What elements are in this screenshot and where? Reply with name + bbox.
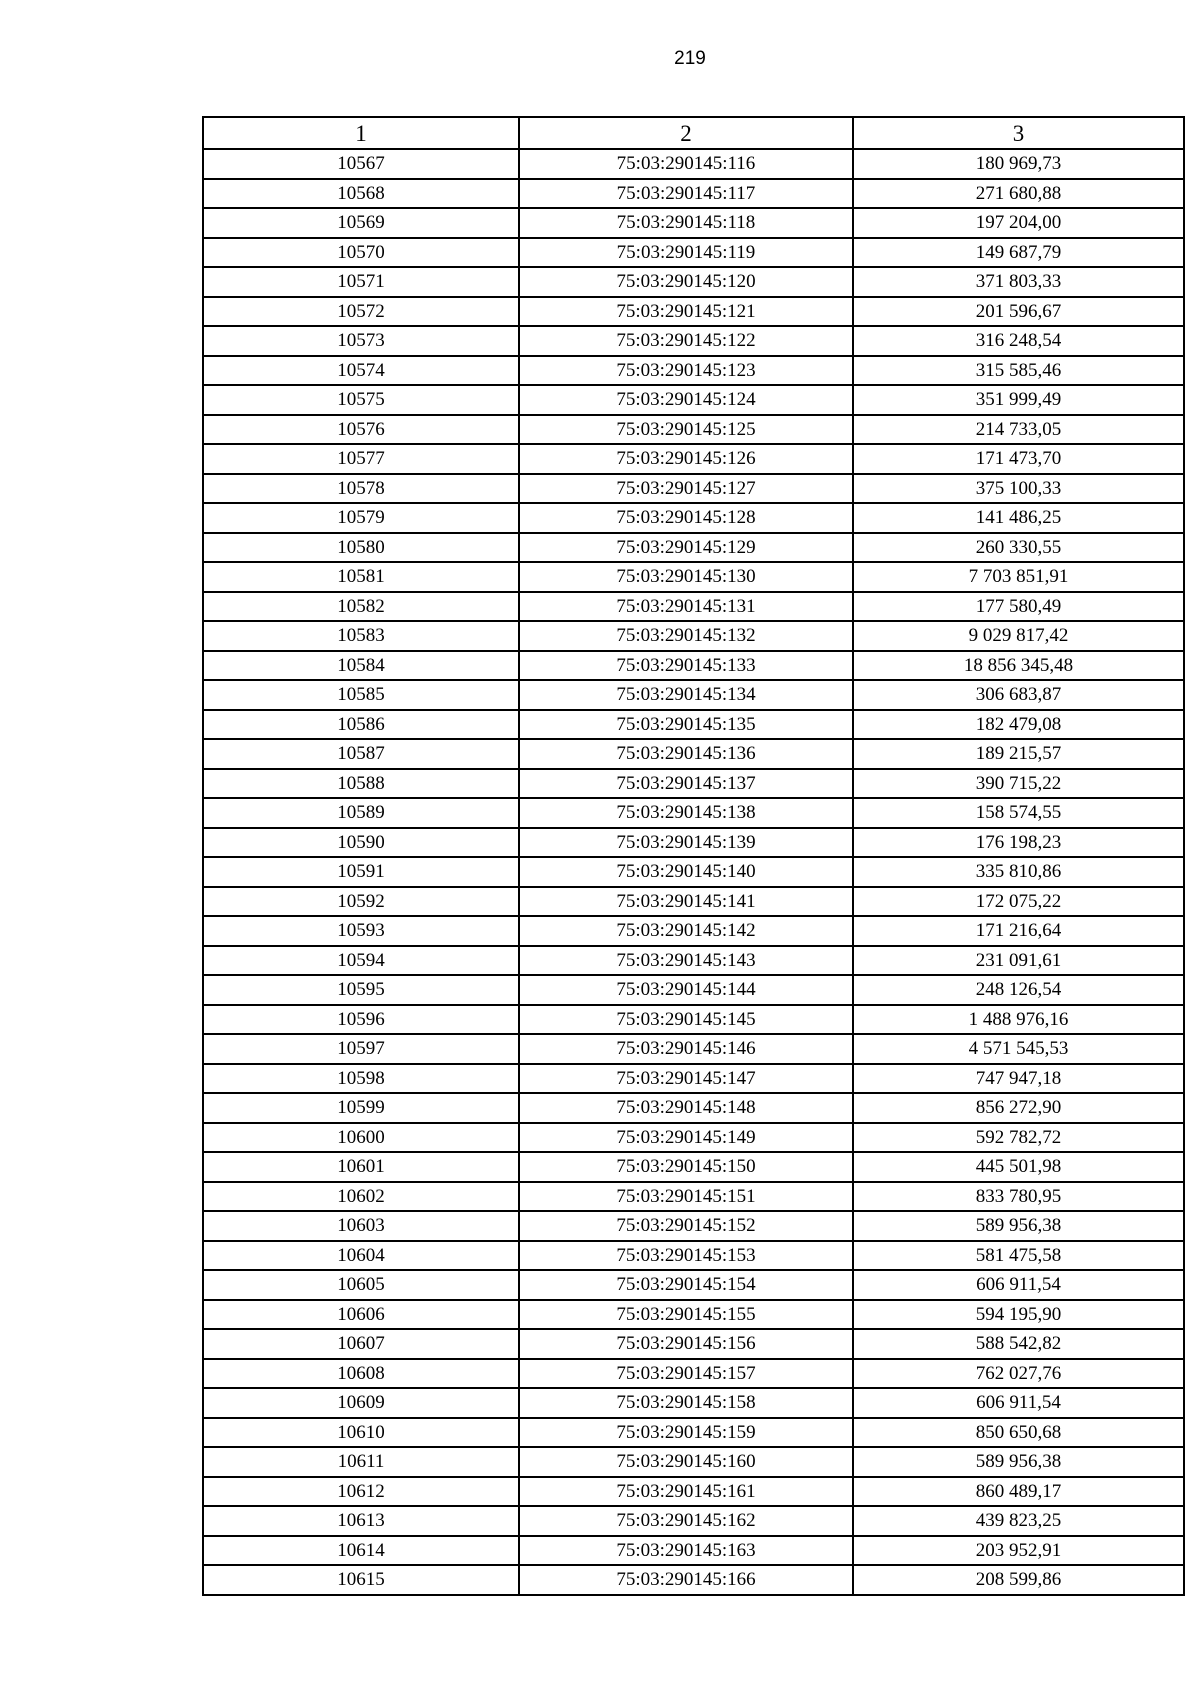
row-number-cell: 10588 — [203, 769, 519, 799]
value-cell: 182 479,08 — [853, 710, 1184, 740]
cadastral-number-cell: 75:03:290145:153 — [519, 1241, 853, 1271]
cadastral-number-cell: 75:03:290145:157 — [519, 1359, 853, 1389]
cadastral-number-cell: 75:03:290145:137 — [519, 769, 853, 799]
table-row — [203, 680, 1184, 710]
cadastral-number-cell: 75:03:290145:143 — [519, 946, 853, 976]
table-row — [203, 1477, 1184, 1507]
value-cell: 306 683,87 — [853, 680, 1184, 710]
table-row — [203, 592, 1184, 622]
cadastral-number-cell: 75:03:290145:149 — [519, 1123, 853, 1153]
value-cell: 335 810,86 — [853, 857, 1184, 887]
row-number-cell: 10578 — [203, 474, 519, 504]
cadastral-number-cell: 75:03:290145:160 — [519, 1447, 853, 1477]
value-cell: 850 650,68 — [853, 1418, 1184, 1448]
value-cell: 390 715,22 — [853, 769, 1184, 799]
row-number-cell: 10592 — [203, 887, 519, 917]
table-row — [203, 415, 1184, 445]
value-cell: 176 198,23 — [853, 828, 1184, 858]
value-cell: 592 782,72 — [853, 1123, 1184, 1153]
cadastral-number-cell: 75:03:290145:138 — [519, 798, 853, 828]
row-number-cell: 10596 — [203, 1005, 519, 1035]
cadastral-number-cell: 75:03:290145:150 — [519, 1152, 853, 1182]
value-cell: 747 947,18 — [853, 1064, 1184, 1094]
table-row — [203, 1034, 1184, 1064]
cadastral-number-cell: 75:03:290145:124 — [519, 385, 853, 415]
row-number-cell: 10597 — [203, 1034, 519, 1064]
table-row — [203, 1565, 1184, 1595]
row-number-cell: 10577 — [203, 444, 519, 474]
row-number-cell: 10573 — [203, 326, 519, 356]
table-row — [203, 533, 1184, 563]
table-row — [203, 857, 1184, 887]
cadastral-number-cell: 75:03:290145:131 — [519, 592, 853, 622]
value-cell: 141 486,25 — [853, 503, 1184, 533]
value-cell: 351 999,49 — [853, 385, 1184, 415]
cadastral-number-cell: 75:03:290145:155 — [519, 1300, 853, 1330]
cadastral-number-cell: 75:03:290145:156 — [519, 1329, 853, 1359]
value-cell: 180 969,73 — [853, 149, 1184, 179]
cadastral-number-cell: 75:03:290145:142 — [519, 916, 853, 946]
value-cell: 197 204,00 — [853, 208, 1184, 238]
row-number-cell: 10604 — [203, 1241, 519, 1271]
cadastral-number-cell: 75:03:290145:158 — [519, 1388, 853, 1418]
value-cell: 9 029 817,42 — [853, 621, 1184, 651]
row-number-cell: 10612 — [203, 1477, 519, 1507]
row-number-cell: 10584 — [203, 651, 519, 681]
row-number-cell: 10580 — [203, 533, 519, 563]
value-cell: 589 956,38 — [853, 1447, 1184, 1477]
row-number-cell: 10613 — [203, 1506, 519, 1536]
cadastral-number-cell: 75:03:290145:134 — [519, 680, 853, 710]
value-cell: 445 501,98 — [853, 1152, 1184, 1182]
cadastral-number-cell: 75:03:290145:125 — [519, 415, 853, 445]
row-number-cell: 10602 — [203, 1182, 519, 1212]
value-cell: 315 585,46 — [853, 356, 1184, 386]
value-cell: 7 703 851,91 — [853, 562, 1184, 592]
table-row — [203, 946, 1184, 976]
table-row — [203, 444, 1184, 474]
table-row — [203, 1300, 1184, 1330]
cadastral-number-cell: 75:03:290145:162 — [519, 1506, 853, 1536]
cadastral-number-cell: 75:03:290145:140 — [519, 857, 853, 887]
cadastral-number-cell: 75:03:290145:154 — [519, 1270, 853, 1300]
value-cell: 856 272,90 — [853, 1093, 1184, 1123]
column-header-2: 2 — [519, 117, 853, 149]
value-cell: 18 856 345,48 — [853, 651, 1184, 681]
table-row — [203, 385, 1184, 415]
table-body — [203, 149, 1184, 1595]
cadastral-number-cell: 75:03:290145:166 — [519, 1565, 853, 1595]
row-number-cell: 10607 — [203, 1329, 519, 1359]
value-cell: 149 687,79 — [853, 238, 1184, 268]
row-number-cell: 10581 — [203, 562, 519, 592]
table-row — [203, 828, 1184, 858]
row-number-cell: 10601 — [203, 1152, 519, 1182]
table-row — [203, 474, 1184, 504]
value-cell: 589 956,38 — [853, 1211, 1184, 1241]
column-header-1: 1 — [203, 117, 519, 149]
cadastral-number-cell: 75:03:290145:161 — [519, 1477, 853, 1507]
value-cell: 271 680,88 — [853, 179, 1184, 209]
column-header-3: 3 — [853, 117, 1184, 149]
cadastral-number-cell: 75:03:290145:123 — [519, 356, 853, 386]
cadastral-number-cell: 75:03:290145:136 — [519, 739, 853, 769]
value-cell: 4 571 545,53 — [853, 1034, 1184, 1064]
table-row — [203, 267, 1184, 297]
table-row — [203, 326, 1184, 356]
value-cell: 371 803,33 — [853, 267, 1184, 297]
table-row — [203, 769, 1184, 799]
cadastral-number-cell: 75:03:290145:128 — [519, 503, 853, 533]
table-row — [203, 621, 1184, 651]
value-cell: 594 195,90 — [853, 1300, 1184, 1330]
cadastral-number-cell: 75:03:290145:116 — [519, 149, 853, 179]
cadastral-number-cell: 75:03:290145:148 — [519, 1093, 853, 1123]
table-row — [203, 1005, 1184, 1035]
value-cell: 214 733,05 — [853, 415, 1184, 445]
cadastral-number-cell: 75:03:290145:129 — [519, 533, 853, 563]
value-cell: 171 473,70 — [853, 444, 1184, 474]
table-row — [203, 1270, 1184, 1300]
row-number-cell: 10572 — [203, 297, 519, 327]
row-number-cell: 10587 — [203, 739, 519, 769]
cadastral-number-cell: 75:03:290145:151 — [519, 1182, 853, 1212]
table-row — [203, 651, 1184, 681]
cadastral-number-cell: 75:03:290145:119 — [519, 238, 853, 268]
value-cell: 762 027,76 — [853, 1359, 1184, 1389]
row-number-cell: 10605 — [203, 1270, 519, 1300]
cadastral-number-cell: 75:03:290145:141 — [519, 887, 853, 917]
row-number-cell: 10608 — [203, 1359, 519, 1389]
row-number-cell: 10576 — [203, 415, 519, 445]
row-number-cell: 10590 — [203, 828, 519, 858]
table-row — [203, 798, 1184, 828]
table-row — [203, 1064, 1184, 1094]
cadastral-number-cell: 75:03:290145:163 — [519, 1536, 853, 1566]
value-cell: 189 215,57 — [853, 739, 1184, 769]
table-row — [203, 238, 1184, 268]
table-header-row — [203, 117, 1184, 149]
cadastral-number-cell: 75:03:290145:145 — [519, 1005, 853, 1035]
table-row — [203, 1241, 1184, 1271]
table-row — [203, 356, 1184, 386]
value-cell: 172 075,22 — [853, 887, 1184, 917]
table-row — [203, 1418, 1184, 1448]
row-number-cell: 10595 — [203, 975, 519, 1005]
data-table — [202, 116, 1185, 1596]
row-number-cell: 10614 — [203, 1536, 519, 1566]
table-row — [203, 975, 1184, 1005]
table-row — [203, 562, 1184, 592]
row-number-cell: 10599 — [203, 1093, 519, 1123]
row-number-cell: 10583 — [203, 621, 519, 651]
cadastral-number-cell: 75:03:290145:118 — [519, 208, 853, 238]
value-cell: 439 823,25 — [853, 1506, 1184, 1536]
value-cell: 860 489,17 — [853, 1477, 1184, 1507]
row-number-cell: 10568 — [203, 179, 519, 209]
cadastral-number-cell: 75:03:290145:147 — [519, 1064, 853, 1094]
table-row — [203, 1329, 1184, 1359]
row-number-cell: 10600 — [203, 1123, 519, 1153]
value-cell: 201 596,67 — [853, 297, 1184, 327]
table-row — [203, 179, 1184, 209]
table-row — [203, 739, 1184, 769]
table-row — [203, 1182, 1184, 1212]
cadastral-number-cell: 75:03:290145:120 — [519, 267, 853, 297]
cadastral-number-cell: 75:03:290145:132 — [519, 621, 853, 651]
value-cell: 248 126,54 — [853, 975, 1184, 1005]
row-number-cell: 10591 — [203, 857, 519, 887]
table-row — [203, 208, 1184, 238]
row-number-cell: 10598 — [203, 1064, 519, 1094]
value-cell: 1 488 976,16 — [853, 1005, 1184, 1035]
row-number-cell: 10575 — [203, 385, 519, 415]
table-row — [203, 1359, 1184, 1389]
page-number: 219 — [674, 48, 706, 69]
table-row — [203, 1152, 1184, 1182]
table-row — [203, 1506, 1184, 1536]
value-cell: 171 216,64 — [853, 916, 1184, 946]
row-number-cell: 10603 — [203, 1211, 519, 1241]
value-cell: 231 091,61 — [853, 946, 1184, 976]
table-row — [203, 887, 1184, 917]
value-cell: 260 330,55 — [853, 533, 1184, 563]
cadastral-number-cell: 75:03:290145:126 — [519, 444, 853, 474]
cadastral-number-cell: 75:03:290145:139 — [519, 828, 853, 858]
table-row — [203, 297, 1184, 327]
row-number-cell: 10569 — [203, 208, 519, 238]
row-number-cell: 10615 — [203, 1565, 519, 1595]
cadastral-number-cell: 75:03:290145:146 — [519, 1034, 853, 1064]
table-row — [203, 503, 1184, 533]
table-row — [203, 1123, 1184, 1153]
value-cell: 208 599,86 — [853, 1565, 1184, 1595]
value-cell: 316 248,54 — [853, 326, 1184, 356]
value-cell: 833 780,95 — [853, 1182, 1184, 1212]
table-row — [203, 1388, 1184, 1418]
table-row — [203, 1536, 1184, 1566]
value-cell: 375 100,33 — [853, 474, 1184, 504]
row-number-cell: 10593 — [203, 916, 519, 946]
value-cell: 203 952,91 — [853, 1536, 1184, 1566]
table-row — [203, 916, 1184, 946]
row-number-cell: 10585 — [203, 680, 519, 710]
row-number-cell: 10567 — [203, 149, 519, 179]
value-cell: 158 574,55 — [853, 798, 1184, 828]
row-number-cell: 10606 — [203, 1300, 519, 1330]
cadastral-number-cell: 75:03:290145:152 — [519, 1211, 853, 1241]
cadastral-number-cell: 75:03:290145:144 — [519, 975, 853, 1005]
value-cell: 606 911,54 — [853, 1388, 1184, 1418]
table-row — [203, 710, 1184, 740]
cadastral-number-cell: 75:03:290145:135 — [519, 710, 853, 740]
table-row — [203, 1447, 1184, 1477]
row-number-cell: 10609 — [203, 1388, 519, 1418]
table-row — [203, 1093, 1184, 1123]
cadastral-number-cell: 75:03:290145:159 — [519, 1418, 853, 1448]
cadastral-number-cell: 75:03:290145:127 — [519, 474, 853, 504]
cadastral-number-cell: 75:03:290145:121 — [519, 297, 853, 327]
value-cell: 588 542,82 — [853, 1329, 1184, 1359]
cadastral-number-cell: 75:03:290145:117 — [519, 179, 853, 209]
cadastral-number-cell: 75:03:290145:133 — [519, 651, 853, 681]
cadastral-number-cell: 75:03:290145:122 — [519, 326, 853, 356]
row-number-cell: 10594 — [203, 946, 519, 976]
table-row — [203, 1211, 1184, 1241]
cadastral-number-cell: 75:03:290145:130 — [519, 562, 853, 592]
row-number-cell: 10586 — [203, 710, 519, 740]
value-cell: 177 580,49 — [853, 592, 1184, 622]
row-number-cell: 10611 — [203, 1447, 519, 1477]
row-number-cell: 10579 — [203, 503, 519, 533]
row-number-cell: 10582 — [203, 592, 519, 622]
value-cell: 606 911,54 — [853, 1270, 1184, 1300]
row-number-cell: 10574 — [203, 356, 519, 386]
row-number-cell: 10589 — [203, 798, 519, 828]
row-number-cell: 10571 — [203, 267, 519, 297]
row-number-cell: 10570 — [203, 238, 519, 268]
table-row — [203, 149, 1184, 179]
row-number-cell: 10610 — [203, 1418, 519, 1448]
value-cell: 581 475,58 — [853, 1241, 1184, 1271]
